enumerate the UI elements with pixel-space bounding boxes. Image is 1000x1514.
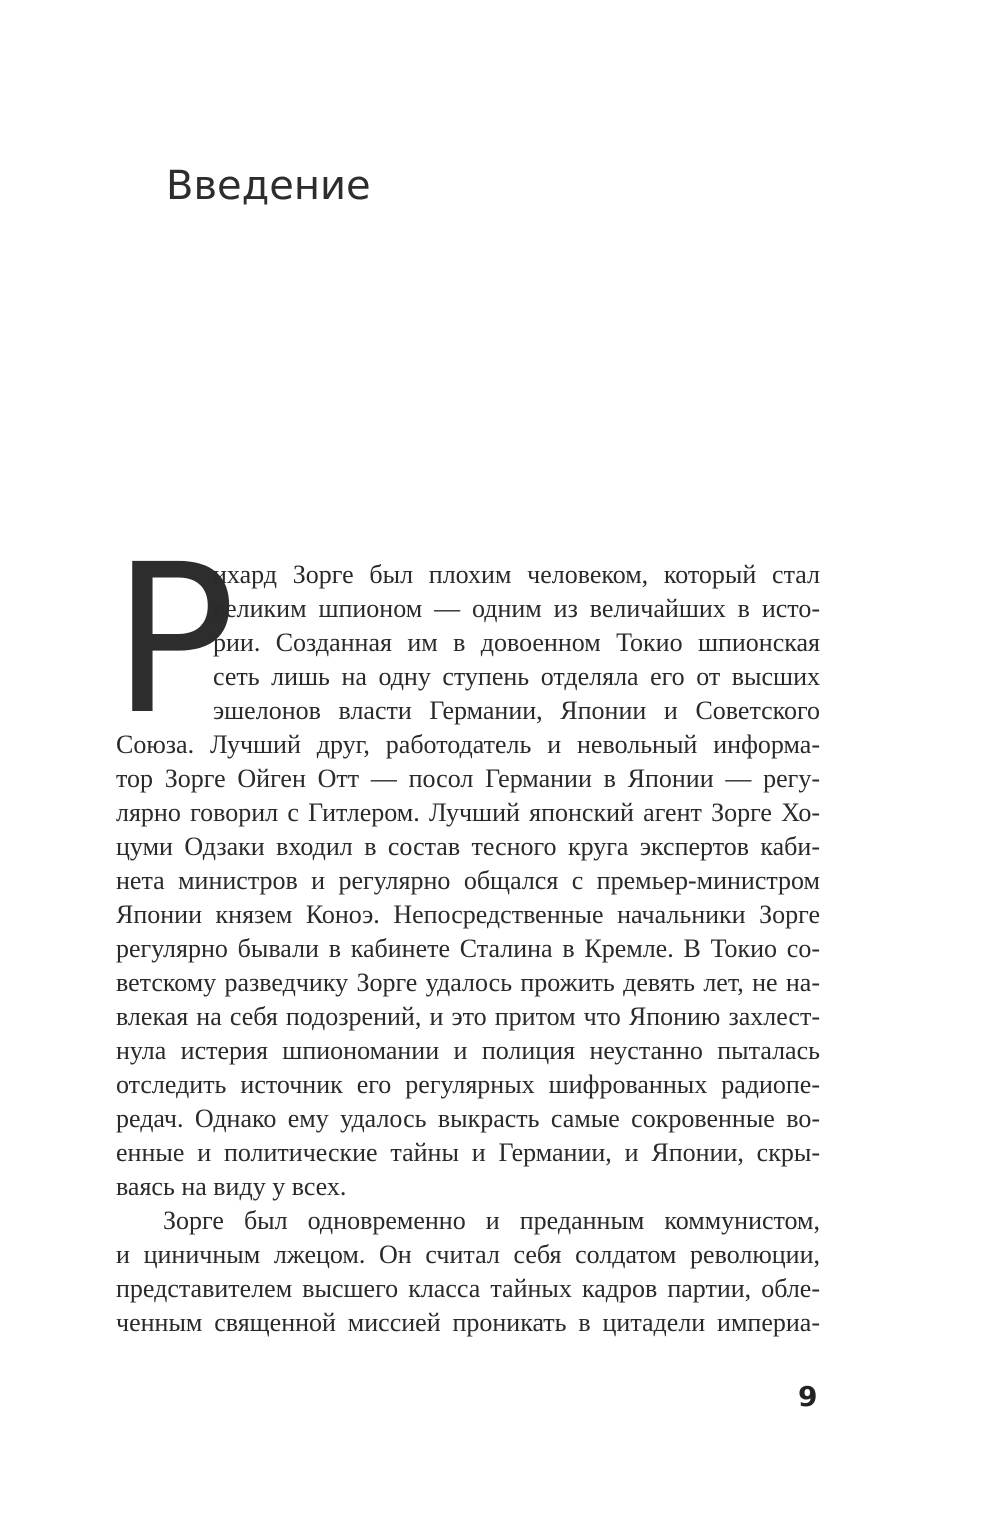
text-line: ваясь на виду у всех. — [116, 1172, 347, 1201]
chapter-title: Введение — [166, 163, 371, 209]
text-line: рии. Созданная им в довоенном Токио шпионская — [213, 628, 820, 657]
page-number: 9 — [798, 1380, 818, 1413]
text-line: эшелонов власти Германии, Японии и Советского — [213, 696, 820, 725]
text-line: цуми Одзаки входил в состав тесного круга экспертов каби- — [116, 832, 820, 861]
text-line: тор Зорге Ойген Отт — посол Германии в Японии — регу- — [116, 764, 820, 793]
text-line: редач. Однако ему удалось выкрасть самые сокровенные во- — [116, 1104, 820, 1133]
text-line: влекая на себя подозрений, и это притом что Японию захлест- — [116, 1002, 820, 1031]
text-line: Зорге был одновременно и преданным коммунистом, — [163, 1206, 820, 1235]
text-line: енные и политические тайны и Германии, и Японии, скры- — [116, 1138, 820, 1167]
text-line: сеть лишь на одну ступень отделяла его от высших — [213, 662, 820, 691]
text-line: ветскому разведчику Зорге удалось прожить девять лет, не на- — [116, 968, 820, 997]
text-line: Союза. Лучший друг, работодатель и невольный информа- — [116, 730, 820, 759]
text-line: нула истерия шпиономании и полиция неустанно пыталась — [116, 1036, 820, 1065]
text-line: и циничным лжецом. Он считал себя солдатом революции, — [116, 1240, 820, 1269]
text-line: регулярно бывали в кабинете Сталина в Кремле. В Токио со- — [116, 934, 820, 963]
text-line: Японии князем Коноэ. Непосредственные начальники Зорге — [116, 900, 820, 929]
text-line: представителем высшего класса тайных кадров партии, обле- — [116, 1274, 820, 1303]
text-line: ихард Зорге был плохим человеком, который стал — [213, 560, 820, 589]
text-line: великим шпионом — одним из величайших в исто- — [213, 594, 820, 623]
text-line: нета министров и регулярно общался с премьер-министром — [116, 866, 820, 895]
drop-cap: Р — [112, 520, 237, 760]
text-line: лярно говорил с Гитлером. Лучший японский агент Зорге Хо- — [116, 798, 820, 827]
text-line: отследить источник его регулярных шифрованных радиопе- — [116, 1070, 820, 1099]
text-line: ченным священной миссией проникать в цитадели империа- — [116, 1308, 820, 1337]
